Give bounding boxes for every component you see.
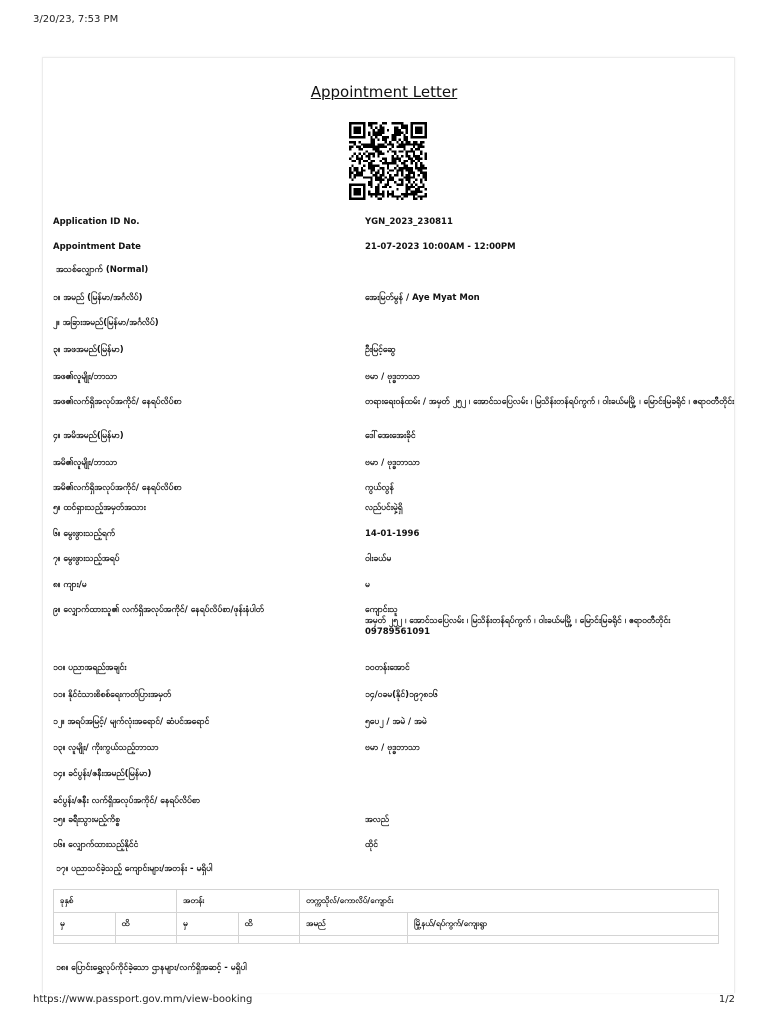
field-label: အဖ၏လက်ရှိအလုပ်အကိုင်/ နေရပ်လိပ်စာ <box>53 397 182 407</box>
field-label: အမိ၏လက်ရှိအလုပ်အကိုင်/ နေရပ်လိပ်စာ <box>53 483 182 493</box>
field-label: ၁၅။ ခရီးသွားမည့်ကိစ္စ <box>53 815 120 825</box>
field-label: ၇။ မွေးဖွားသည့်အရပ် <box>53 554 120 564</box>
education-cell <box>238 936 300 944</box>
field-label: ၁၂။ အရပ်အမြင့်/ မျက်လုံးအရောင်/ ဆံပင်အရောင် <box>53 717 210 727</box>
field-label: ခင်ပွန်း/ဇနီး လက်ရှိအလုပ်အကိုင်/ နေရပ်လိပ်စာ <box>53 796 201 806</box>
education-cell <box>177 936 239 944</box>
field-value: ထိုင် <box>365 840 378 850</box>
education-subheader-to: ထိ <box>115 913 177 936</box>
education-subheader-from: မှ <box>54 913 116 936</box>
field-value: 14-01-1996 <box>365 529 420 539</box>
field-value: အေးမြတ်မွန် / Aye Myat Mon <box>365 293 480 303</box>
education-table-header-row <box>54 890 719 913</box>
field-label: ၄။ အမိအမည်(မြန်မာ) <box>53 431 124 441</box>
field-label: ၁၀။ ပညာအရည်အချင်း <box>53 663 127 673</box>
field-value: ဦးမြင့်ဆွေ <box>365 345 396 355</box>
field-label: ၁၄။ ခင်ပွန်း/ဇနီးအမည်(မြန်မာ) <box>53 769 152 779</box>
field-label: Application ID No. <box>53 217 140 227</box>
education-subheader-township: မြို့နယ်/ရပ်ကွက်/ကျေးရွာ <box>408 913 719 936</box>
field-label: ၉။ လျှောက်ထားသူ၏ လက်ရှိအလုပ်အကိုင်/ နေရပ်လိပ်စာ/ဖုန်းနံပါတ် <box>53 605 265 615</box>
letter-title: Appointment Letter <box>310 83 458 101</box>
field-value: မ <box>365 580 370 590</box>
education-subheader-from: မှ <box>177 913 239 936</box>
field-value: လည်ပင်းမှဲ့ရှိ <box>365 503 403 513</box>
field-value: ၁၄/ဝခမ(နိုင်)၁၉၇၈၁၆ <box>365 690 438 700</box>
field-label: အဖ၏လူမျိုး/ဘာသာ <box>53 372 118 382</box>
field-value: ဗမာ / ဗုဒ္ဓဘာသာ <box>365 372 420 382</box>
education-table-subheader-row <box>54 913 719 936</box>
field-label: ၁၁။ နိုင်ငံသားစိစစ်ရေးကတ်ပြားအမှတ် <box>53 690 172 700</box>
education-header-grade: အတန်း <box>177 890 300 913</box>
field-value: ကျောင်းသူ အမှတ် ၂၅၂ ၊ အောင်သပြေလမ်း ၊ မြသိန်းတန်ရပ်ကွက် ၊ ဝါးခယ်မမြို့ ၊ မြောင်းမြခရိုင် ၊ ဧရာဝတီတိုင်း 09789561091 <box>365 605 671 637</box>
education-cell <box>300 936 408 944</box>
field-label: ၁။ အမည် (မြန်မာ/အင်္ဂလိပ်) <box>53 293 143 303</box>
field-label: ၁၃။ လူမျိုး/ ကိုးကွယ်သည့်ဘာသာ <box>53 743 159 753</box>
field-value: YGN_2023_230811 <box>365 217 453 227</box>
print-header-datetime: 3/20/23, 7:53 PM <box>33 14 119 25</box>
education-cell <box>115 936 177 944</box>
field-value: ၅ပေ၂ / အမဲ / အမဲ <box>365 717 427 727</box>
field-value: တရားရေးဝန်ထမ်း / အမှတ် ၂၅၂ ၊ အောင်သပြေလမ်း ၊ မြသိန်းတန်ရပ်ကွက် ၊ ဝါးခယ်မမြို့ ၊ မြောင်းမြခရိုင် ၊ ဧရာဝတီတိုင်း <box>365 397 735 407</box>
education-subheader-to: ထိ <box>238 913 300 936</box>
field-label: Appointment Date <box>53 242 141 252</box>
field-label: ၈။ ကျား/မ <box>53 580 87 590</box>
education-subheader-name: အမည် <box>300 913 408 936</box>
education-cell <box>408 936 719 944</box>
field-label: ၂။ အခြားအမည်(မြန်မာ/အင်္ဂလိပ်) <box>53 318 159 328</box>
section-18-label: ၁၈။ ပြောင်းရွှေ့လုပ်ကိုင်ခဲ့သော ဌာနများ/လက်ရှိအဆင့် - မရှိပါ <box>56 963 247 973</box>
education-header-year: ခုနှစ် <box>54 890 177 913</box>
print-footer-url: https://www.passport.gov.mm/view-booking <box>33 994 253 1005</box>
print-footer-page-number: 1/2 <box>718 994 735 1005</box>
field-label: ၁၆။ လျှောက်ထားသည့်နိုင်ငံ <box>53 840 139 850</box>
field-label: အမိ၏လူမျိုး/ဘာသာ <box>53 458 118 468</box>
education-table <box>53 889 719 944</box>
field-value: ၁၀တန်းအောင် <box>365 663 410 673</box>
field-label: ၃။ အဖအမည်(မြန်မာ) <box>53 345 124 355</box>
field-label: အသစ်လျှောက် (Normal) <box>56 265 149 275</box>
field-value: ဝါးခယ်မ <box>365 554 392 564</box>
field-label: ၅။ ထင်ရှားသည့်အမှတ်အသား <box>53 503 146 513</box>
field-value: ကွယ်လွန် <box>365 483 394 493</box>
qr-code-icon <box>349 122 427 200</box>
field-value: ဗမာ / ဗုဒ္ဓဘာသာ <box>365 743 420 753</box>
field-value: 21-07-2023 10:00AM - 12:00PM <box>365 242 516 252</box>
education-table-row <box>54 936 719 944</box>
education-cell <box>54 936 116 944</box>
field-value: အလည် <box>365 815 389 825</box>
field-label: ၁၇။ ပညာသင်ခဲ့သည့် ကျောင်းများ/အတန်း - မရှိပါ <box>56 864 213 874</box>
education-header-school: တက္ကသိုလ်/ကောလိပ်/ကျောင်း <box>300 890 719 913</box>
field-value: ဒေါ်အေးအေးခိုင် <box>365 431 416 441</box>
field-label: ၆။ မွေးဖွားသည့်ရက် <box>53 529 116 539</box>
field-value: ဗမာ / ဗုဒ္ဓဘာသာ <box>365 458 420 468</box>
